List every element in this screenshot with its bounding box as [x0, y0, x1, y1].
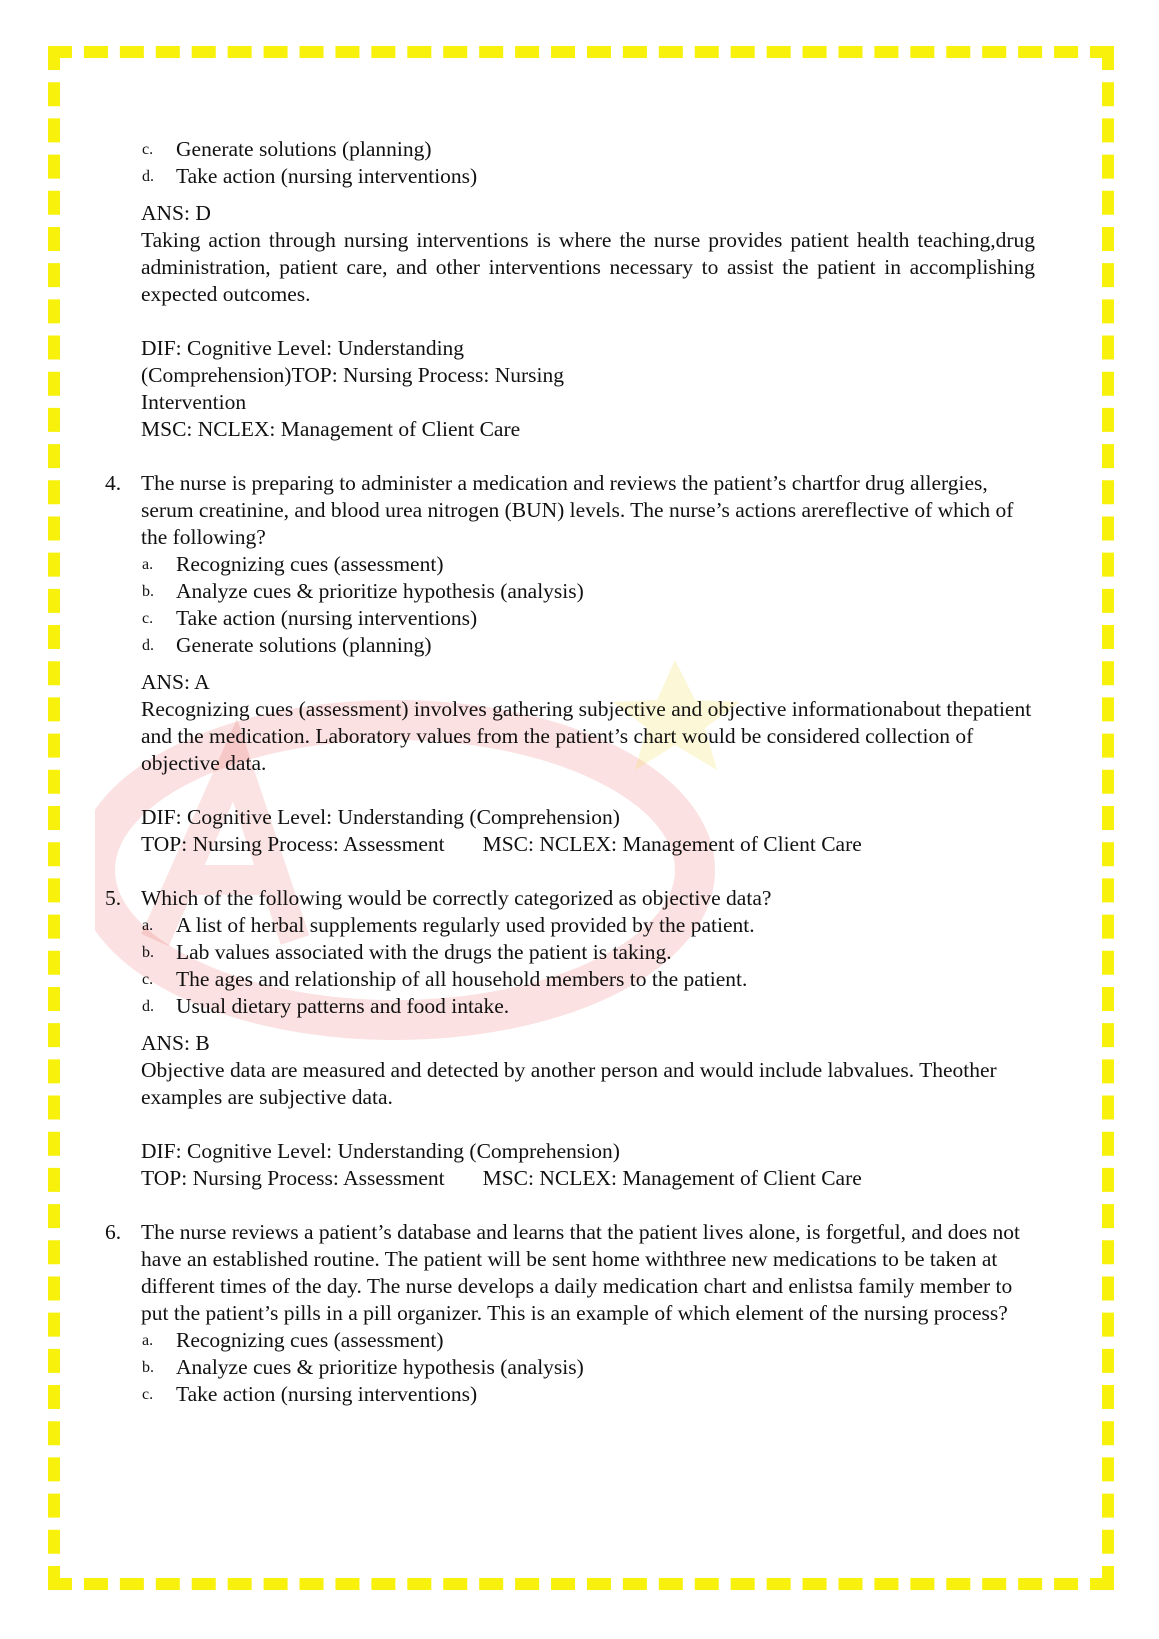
- option-text: Analyze cues & prioritize hypothesis (analysis): [176, 579, 584, 603]
- meta-msc: MSC: NCLEX: Management of Client Care: [482, 832, 862, 856]
- option-letter: c.: [142, 1386, 154, 1403]
- document-body: [105, 136, 1035, 1408]
- q3-answer: [105, 200, 1035, 308]
- question-number: 6.: [105, 1220, 122, 1244]
- q4-metadata: [105, 804, 1035, 858]
- q4-option-c: [105, 605, 1035, 632]
- option-letter: d.: [142, 998, 154, 1015]
- question-stem: The nurse is preparing to administer a medication and reviews the patient’s chartfor drug allergies, serum creatinine, and blood urea nitrogen (BUN) levels. The nurse’s actions arereflective of which of the following?: [141, 471, 1014, 549]
- option-text: Analyze cues & prioritize hypothesis (analysis): [176, 1355, 584, 1379]
- q3-metadata: [105, 335, 1035, 443]
- option-text: Take action (nursing interventions): [176, 1382, 478, 1406]
- rationale: Recognizing cues (assessment) involves gathering subjective and objective informationabout thepatient and the medication. Laboratory values from the patient’s chart would be considered collection of objective data.: [141, 697, 1032, 775]
- question-number: 4.: [105, 471, 122, 495]
- question-5: [105, 885, 1035, 912]
- meta-dif: DIF: Cognitive Level: Understanding (Comprehension): [141, 805, 620, 829]
- q5-metadata: [105, 1138, 1035, 1192]
- option-letter: c.: [142, 141, 154, 158]
- meta-dif: DIF: Cognitive Level: Understanding (Comprehension): [141, 1139, 620, 1163]
- option-text: Generate solutions (planning): [176, 137, 432, 161]
- answer-key: ANS: B: [141, 1031, 210, 1055]
- q3-option-d: [105, 163, 1035, 190]
- q5-option-c: [105, 966, 1035, 993]
- option-letter: c.: [142, 971, 154, 988]
- answer-key: ANS: A: [141, 670, 210, 694]
- q6-options: [105, 1327, 1035, 1408]
- answer-key: ANS: D: [141, 201, 211, 225]
- meta-top: TOP: Nursing Process: Assessment: [141, 832, 445, 856]
- q5-options: [105, 912, 1035, 1020]
- q4-options: [105, 551, 1035, 659]
- question-stem: The nurse reviews a patient’s database and learns that the patient lives alone, is forgetful, and does not have an established routine. The patient will be sent home withthree new medications to be taken at different times of the day. The nurse develops a daily medication chart and enlistsa family member to put the patient’s pills in a pill organizer. This is an example of which element of the nursing process?: [141, 1220, 1021, 1325]
- q3-option-c: [105, 136, 1035, 163]
- option-text: Lab values associated with the drugs the patient is taking.: [176, 940, 672, 964]
- option-letter: d.: [142, 637, 154, 654]
- rationale: Objective data are measured and detected by another person and would include labvalues. Theother examples are subjective data.: [141, 1058, 997, 1109]
- q4-option-b: [105, 578, 1035, 605]
- q5-option-a: [105, 912, 1035, 939]
- q5-answer: [105, 1030, 1035, 1111]
- question-6: [105, 1219, 1035, 1327]
- option-text: A list of herbal supplements regularly used provided by the patient.: [176, 913, 755, 937]
- q4-option-d: [105, 632, 1035, 659]
- option-letter: c.: [142, 610, 154, 627]
- option-text: Recognizing cues (assessment): [176, 1328, 444, 1352]
- q3-options: [105, 136, 1035, 190]
- q5-option-b: [105, 939, 1035, 966]
- meta-msc: MSC: NCLEX: Management of Client Care: [482, 1166, 862, 1190]
- option-letter: a.: [142, 917, 154, 934]
- meta-top: (Comprehension)TOP: Nursing Process: Nursing: [141, 363, 565, 387]
- option-text: The ages and relationship of all household members to the patient.: [176, 967, 748, 991]
- option-text: Take action (nursing interventions): [176, 606, 478, 630]
- option-letter: b.: [142, 944, 154, 961]
- question-4: [105, 470, 1035, 551]
- option-letter: a.: [142, 1332, 154, 1349]
- q5-option-d: [105, 993, 1035, 1020]
- meta-dif: DIF: Cognitive Level: Understanding: [141, 336, 465, 360]
- meta-top: TOP: Nursing Process: Assessment: [141, 1166, 445, 1190]
- option-letter: b.: [142, 583, 154, 600]
- meta-msc: MSC: NCLEX: Management of Client Care: [141, 417, 521, 441]
- q4-option-a: [105, 551, 1035, 578]
- option-text: Generate solutions (planning): [176, 633, 432, 657]
- q4-answer: [105, 669, 1035, 777]
- meta-top-msc: [141, 1165, 1035, 1192]
- rationale: Taking action through nursing interventions is where the nurse provides patient health teaching,drug administration, patient care, and other interventions necessary to assist the patient in accomplishing expected outcomes.: [141, 228, 1035, 306]
- question-number: 5.: [105, 886, 122, 910]
- q6-option-a: [105, 1327, 1035, 1354]
- option-text: Usual dietary patterns and food intake.: [176, 994, 510, 1018]
- option-letter: b.: [142, 1359, 154, 1376]
- option-text: Recognizing cues (assessment): [176, 552, 444, 576]
- option-letter: d.: [142, 168, 154, 185]
- question-stem: Which of the following would be correctly categorized as objective data?: [141, 886, 772, 910]
- q6-option-c: [105, 1381, 1035, 1408]
- option-letter: a.: [142, 556, 154, 573]
- q6-option-b: [105, 1354, 1035, 1381]
- option-text: Take action (nursing interventions): [176, 164, 478, 188]
- meta-top-msc: [141, 831, 1035, 858]
- meta-top-cont: Intervention: [141, 390, 247, 414]
